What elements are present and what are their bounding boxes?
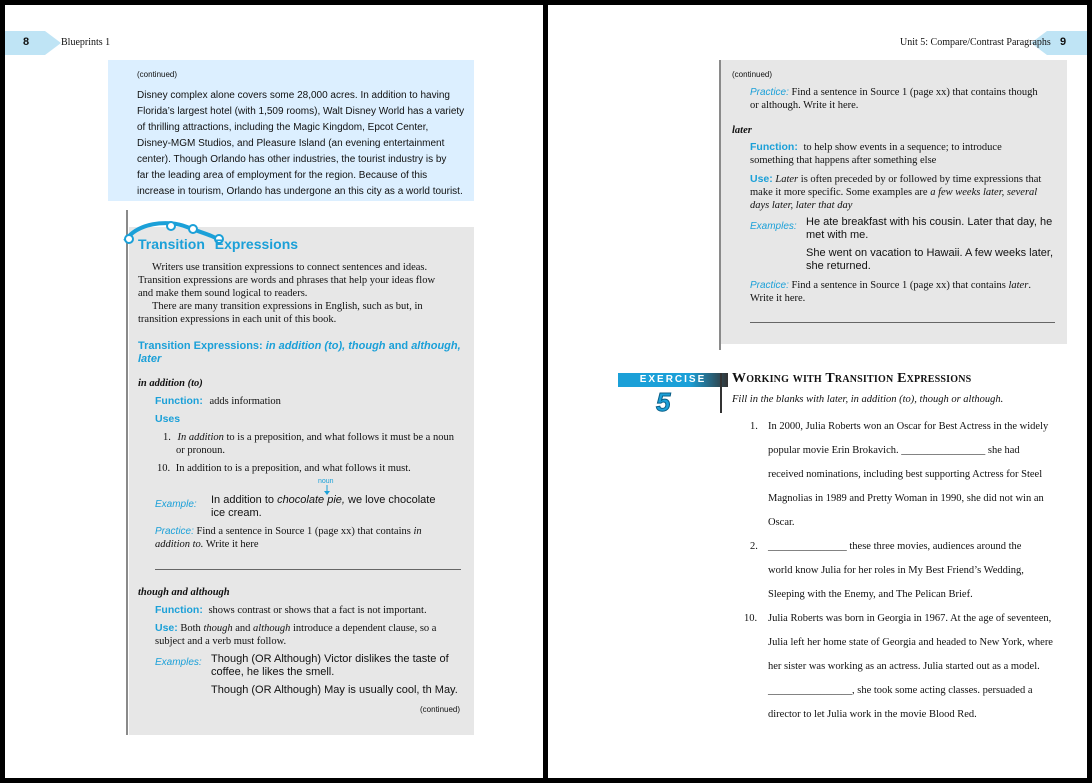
example-line: She went on vacation to Hawaii. A few weeks later,	[806, 247, 1054, 259]
item-num: 2.	[750, 541, 758, 552]
use-item-2	[157, 462, 467, 475]
heading-later: later	[732, 125, 752, 136]
exercise-number: 5	[656, 387, 671, 417]
exercise-items	[740, 415, 1070, 727]
use-text: or pronoun.	[176, 445, 225, 456]
function-label: Function:	[155, 395, 203, 407]
noun-label: noun	[318, 478, 334, 485]
use-ital: although	[253, 623, 291, 634]
subhead	[138, 340, 468, 366]
heading-in-addition: in addition (to)	[138, 378, 203, 389]
use-row	[155, 622, 467, 648]
running-header: Unit 5: Compare/Contrast Paragraphs	[900, 37, 1051, 48]
subhead-and: and	[385, 340, 412, 352]
practice-text: Find a sentence in Source 1 (page xx) that contains	[791, 280, 1009, 291]
right-page	[548, 5, 1087, 778]
item-line: director to let Julia work in the movie Blood Red.	[768, 709, 977, 720]
item-line[interactable]: _______________ these three movies, audiences around the	[768, 541, 1022, 552]
exercise-item	[740, 535, 1070, 607]
use-text: introduce a dependent clause, so a	[290, 623, 437, 634]
section-title-a: Transition	[138, 236, 205, 252]
exercise-divider	[720, 373, 722, 413]
item-line: Sleeping with the Enemy, and The Pelican Brief.	[768, 589, 973, 600]
box-line: increase in tourism, Orlando has undergone an this city as a world tourist.	[137, 186, 463, 197]
continued-label: (continued)	[137, 70, 178, 79]
use-text: In addition to is a preposition, and what follows it must.	[175, 463, 411, 474]
use-text: Both	[180, 623, 204, 634]
examples-label: Examples:	[750, 221, 797, 232]
use-text: subject and a verb must follow.	[155, 636, 287, 647]
exercise-item	[740, 607, 1070, 727]
item-text	[768, 415, 1070, 535]
intro-text	[138, 261, 468, 326]
box-line: Florida’s largest hotel (with 1,509 rooms), Walt Disney World has a variety	[137, 106, 465, 117]
subhead-italic: later	[138, 353, 162, 365]
intro-line: Transition expressions are words and phrases that help your ideas flow	[138, 275, 436, 286]
answer-line[interactable]	[750, 322, 1055, 323]
examples-text	[806, 216, 1062, 273]
use-ital: though	[203, 623, 233, 634]
practice-text: .	[1028, 280, 1031, 291]
practice-label: Practice:	[155, 526, 194, 537]
practice-ital: later	[1008, 280, 1029, 291]
function-label: Function:	[155, 604, 203, 616]
use-row	[750, 173, 1062, 212]
answer-line[interactable]	[155, 569, 461, 570]
page-number: 9	[1060, 36, 1067, 48]
use-ital: In addition	[177, 432, 224, 443]
use-text: make it more specific. Some examples are	[750, 187, 931, 198]
practice-label: Practice:	[750, 87, 789, 98]
function-row-2	[155, 604, 427, 617]
example-line: Though (OR Although) May is usually cool, th May.	[211, 684, 458, 696]
item-line[interactable]: popular movie Erin Brokavich. ________________ she had	[768, 445, 1020, 456]
practice-text: Write it here.	[750, 293, 806, 304]
practice-ital: in	[413, 526, 422, 537]
example-part: we love chocolate	[344, 494, 436, 506]
function-row	[155, 395, 281, 408]
function-label: Function:	[750, 141, 798, 153]
continued-footer: (continued)	[420, 705, 461, 714]
practice-row	[155, 525, 467, 551]
subhead-italic: although,	[411, 340, 461, 352]
item-line: her sister was working as an actress. Julia started out as a model.	[768, 661, 1040, 672]
intro-line: There are many transition expressions in English, such as but, in	[152, 301, 423, 312]
function-text: adds information	[209, 396, 281, 407]
box-line: Disney complex alone covers some 28,000 acres. In addition to having	[137, 90, 450, 101]
box-line: far the leading area of employment for the region. Because of this	[137, 170, 428, 181]
page-tab-left	[5, 31, 63, 55]
example-part: chocolate pie,	[277, 494, 345, 506]
subhead-italic: in addition (to), though	[265, 340, 386, 352]
example-label: Example:	[155, 499, 197, 510]
box-line: Disney-MGM Studios, and Pleasure Island (an evening entertainment	[137, 138, 445, 149]
function-text: shows contrast or shows that a fact is not important.	[208, 605, 427, 616]
use-item-1	[163, 431, 473, 457]
use-text: is often preceded by or followed by time expressions that	[798, 174, 1042, 185]
intro-line: Writers use transition expressions to connect sentences and ideas.	[152, 262, 428, 273]
subhead-plain: Transition Expressions:	[138, 340, 266, 352]
exercise-item	[740, 415, 1070, 535]
uses-label: Uses	[155, 413, 181, 425]
use-ital: days later, later that day	[750, 200, 853, 211]
intro-line: transition expressions in each unit of this book.	[138, 314, 337, 325]
example-line: met with me.	[806, 229, 869, 241]
use-num: 1.	[163, 432, 171, 443]
examples-row	[750, 216, 1062, 272]
left-page	[5, 5, 543, 778]
use-ital: Later	[775, 174, 799, 185]
right-margin-rule	[719, 60, 721, 350]
item-num: 10.	[744, 613, 758, 624]
examples-text	[211, 653, 473, 697]
section-title	[138, 236, 298, 252]
item-line: Julia Roberts was born in Georgia in 1967. At the age of seventeen,	[768, 613, 1052, 624]
function-row	[750, 141, 1062, 167]
practice-label: Practice:	[750, 280, 789, 291]
function-text: to help show events in a sequence; to introduce	[803, 142, 1002, 153]
example-row	[155, 494, 473, 519]
example-text	[211, 494, 473, 520]
example-line: He ate breakfast with his cousin. Later that day, he	[806, 216, 1053, 228]
practice-ital: addition to.	[155, 539, 204, 550]
section-title-b: Expressions	[214, 236, 299, 252]
example-line: she returned.	[806, 260, 871, 272]
exercise-bar: EXERCISE	[618, 373, 728, 387]
example-line: coffee, he likes the smell.	[211, 666, 335, 678]
exercise-title: Working with Transition Expressions	[732, 371, 972, 386]
function-text: something that happens after something else	[750, 155, 937, 166]
item-num: 1.	[750, 421, 758, 432]
practice-text: Write it here	[203, 539, 259, 550]
example-part: In addition to	[211, 494, 278, 506]
left-margin-rule	[126, 210, 128, 735]
continued-label: (continued)	[732, 70, 773, 79]
box-text	[137, 88, 473, 200]
item-line: Julia left her home state of Georgia and headed to New York, where	[768, 637, 1053, 648]
running-header: Blueprints 1	[61, 37, 111, 48]
item-line: world know Julia for her roles in My Best Friend’s Wedding,	[768, 565, 1024, 576]
example-part: ice cream.	[211, 507, 262, 519]
item-line: received nominations, including best supporting Actress for Steel	[768, 469, 1043, 480]
item-line: Magnolias in 1989 and Pretty Woman in 1990, she did not win an	[768, 493, 1044, 504]
examples-label: Examples:	[155, 657, 202, 668]
use-label: Use:	[750, 173, 773, 185]
practice-text: Find a sentence in Source 1 (page xx) that contains though	[791, 87, 1038, 98]
item-text	[768, 607, 1070, 727]
practice-text: Find a sentence in Source 1 (page xx) that contains	[196, 526, 414, 537]
intro-line: and make them sound logical to readers.	[138, 288, 308, 299]
use-ital: a few weeks later, several	[930, 187, 1038, 198]
use-text: and	[232, 623, 254, 634]
exercise-instructions: Fill in the blanks with later, in addition (to), though or although.	[732, 394, 1004, 405]
practice-row-2	[750, 279, 1062, 305]
box-line: center). Though Orlando has other industries, the tourist industry is by	[137, 154, 447, 165]
item-line[interactable]: ________________, she took some acting classes. persuaded a	[768, 685, 1033, 696]
page-number: 8	[23, 36, 30, 48]
item-line: Oscar.	[768, 517, 795, 528]
use-num: 10.	[157, 463, 171, 474]
item-line: In 2000, Julia Roberts won an Oscar for Best Actress in the widely	[768, 421, 1049, 432]
practice-row	[750, 86, 1060, 112]
item-text	[768, 535, 1070, 607]
example-line: Though (OR Although) Victor dislikes the taste of	[211, 653, 449, 665]
examples-row	[155, 652, 473, 696]
box-line: of thrilling attractions, including the Magic Kingdom, Epcot Center,	[137, 122, 429, 133]
heading-though: though and although	[138, 587, 230, 598]
use-text: to is a preposition, and what follows it must be a noun	[223, 432, 454, 443]
use-label: Use:	[155, 622, 178, 634]
practice-text: or although. Write it here.	[750, 100, 859, 111]
